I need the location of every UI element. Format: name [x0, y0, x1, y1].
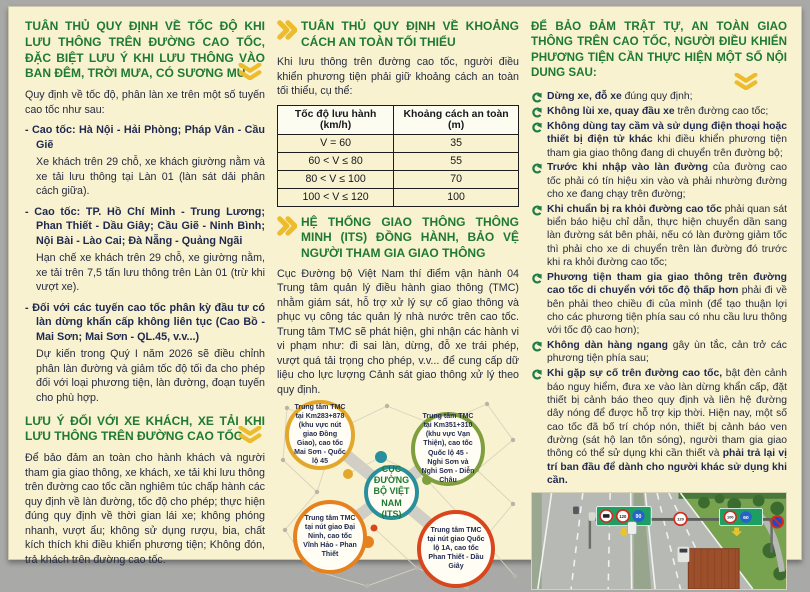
no-stopping-sign [771, 516, 783, 528]
column-driver-duties [531, 19, 787, 592]
route-note: Hạn chế xe khách trên 29 chỗ, xe giường nằm, xe tải trên 7,5 tấn lưu thông trên Làn 01 (trừ khi vượt xe). [36, 252, 265, 294]
route-note: Xe khách trên 29 chỗ, xe khách giường nằm và xe tải lưu thông tại Làn 01 (làn sát dải phân cách giữa). [36, 156, 265, 198]
accent-dot-red [371, 524, 378, 531]
table-row [278, 188, 519, 206]
item-lead: Không lùi xe, quay đầu xe [547, 106, 675, 118]
safe-distance-table [277, 105, 519, 207]
item-rest: phải quan sát biển báo hiệu chỉ dẫn, thực hiện chuyển dần sang làn đường sát bên phải, nếu có làn đường giảm tốc thì phải cho xe di chuyển trên làn đường đó trước khi ra khỏi đường cao tốc; [547, 203, 787, 269]
leaflet-page [8, 6, 802, 571]
table-header-speed: Tốc độ lưu hành (km/h) [278, 105, 394, 134]
speed-limit-120-sign: 120 [619, 514, 627, 519]
item-rest: gây ùn tắc, cản trở các phương tiện phía sau; [547, 340, 787, 365]
table-header-distance: Khoảng cách an toàn (m) [394, 105, 519, 134]
list-item [531, 105, 787, 118]
its-body: Cục Đường bộ Việt Nam thí điểm vận hành 04 Trung tâm quản lý điều hành giao thông (TMC) nhằm giám sát, hỗ trợ xử lý sự cố giao thông và phục vụ công tác quản lý nhà nước trên cao tốc. Trung tâm TMC sẽ phát hiện, ghi nhận các hành vi vi phạm như: đi sai làn, dừng, đỗ xe trái phép, vượt quá tải trọng cho phép, v.v... để cung cấp dữ liệu cho lực lượng Cảnh sát giao thông xử lý theo quy định. [277, 267, 519, 396]
list-item [531, 339, 787, 366]
column-speed-rules [25, 19, 265, 592]
item-lead: Không dàn hàng ngang [547, 340, 668, 352]
double-chevron-right-icon [277, 20, 301, 45]
trucks-buses-body: Để bảo đảm an toàn cho hành khách và người tham gia giao thông, xe khách, xe tải khi lưu thông trên đường cao tốc cần nghiêm túc chấp hành các quy định về làn đường, tốc độ cho phép; thực hiện đúng quy định về thời gian lái xe; không phóng nhanh, vượt ẩu; không sử dụng rượu, bia, chất kích thích khi điều khiển phương tiện; Không đón, trả khách trên đường cao tốc. [25, 452, 265, 566]
section-heading-speed [25, 19, 265, 82]
section-heading-duties [531, 19, 787, 80]
list-item [531, 203, 787, 270]
circular-arrow-bullet-icon [531, 122, 542, 137]
white-car [589, 512, 596, 521]
tmc-node-quoc-lo-1a: Trung tâm TMC tại nút giao Quốc lộ 1A, cao tốc Phan Thiết - Dầu Giây [417, 510, 495, 588]
cell-speed: 80 < V ≤ 100 [278, 170, 394, 188]
heading-text: LƯU Ý ĐỐI VỚI XE KHÁCH, XE TẢI KHI LƯU THÔNG TRÊN ĐƯỜNG CAO TỐC [25, 413, 265, 444]
column-safe-distance-its [277, 19, 519, 592]
item-rest: trên đường cao tốc; [674, 106, 769, 118]
list-item [531, 367, 787, 487]
circular-arrow-bullet-icon [531, 205, 542, 220]
cell-distance: 70 [394, 170, 519, 188]
table-row [278, 152, 519, 170]
speed-limit-120-sign: 120 [677, 516, 684, 522]
circular-arrow-bullet-icon [531, 273, 542, 288]
circular-arrow-bullet-icon [531, 341, 542, 356]
item-lead: Khi chuẩn bị ra khỏi đường cao tốc [547, 203, 722, 215]
tmc-network-diagram [277, 400, 519, 592]
heading-text: TUÂN THỦ QUY ĐỊNH VỀ TỐC ĐỘ KHI LƯU THÔNG TRÊN ĐƯỜNG CAO TỐC, ĐẶC BIỆT LƯU Ý KHI LƯU THÔNG VÀO BAN ĐÊM, TRỜI MƯA, CÓ SƯƠNG MÙ [25, 19, 265, 81]
item-rest: khi điều khiển phương tiện tham gia giao thông đang di chuyển trên đường bộ; [547, 134, 788, 159]
duties-list [531, 90, 787, 487]
item-lead: Phương tiện tham gia giao thông trên đường cao tốc di chuyển với tốc độ thấp hơn [547, 271, 787, 297]
speed-limit-100-sign: 100 [727, 514, 734, 520]
route-lead: - Cao tốc: Hà Nội - Hải Phòng; Pháp Vân - Cầu Giẽ [25, 124, 265, 151]
item-lead: Khi gặp sự cố trên đường cao tốc, [547, 368, 723, 380]
minimum-speed-60-sign: 60 [743, 515, 749, 522]
section-heading-trucks-buses [25, 414, 265, 446]
route-lead: - Cao tốc: TP. Hồ Chí Minh - Trung Lương; Phan Thiết - Dầu Giây; Cầu Giẽ - Ninh Bình; Nội Bài - Lào Cai; Đà Nẵng - Quảng Ngãi [25, 205, 265, 247]
section-heading-its [277, 215, 519, 262]
minimum-speed-90-sign: 90 [635, 514, 642, 521]
accent-dot-teal [375, 451, 387, 463]
route-lead: - Đối với các tuyến cao tốc phân kỳ đầu tư có làn dừng khẩn cấp không liên tục (Cao Bồ - Mai Sơn; Mai Sơn - QL.45, v.v...) [25, 301, 265, 343]
circular-arrow-bullet-icon [531, 369, 542, 384]
section-heading-distance [277, 19, 519, 50]
item-rest: của đường cao tốc phải có tín hiệu xin vào và phải nhường đường cho xe đang chạy trên đường; [547, 162, 787, 200]
list-item [531, 161, 787, 201]
cell-speed: V = 60 [278, 134, 394, 152]
cell-distance: 100 [394, 188, 519, 206]
tmc-node-dai-ninh: Trung tâm TMC tại nút giao Đại Ninh, cao tốc Vĩnh Hảo - Phan Thiết [293, 500, 367, 574]
tmc-node-dong-giao: Trung tâm TMC tại Km283+878 (khu vực nút giao Đồng Giao), cao tốc Mai Sơn - Quốc lộ 45 [285, 400, 355, 470]
highway-photo [531, 492, 787, 590]
list-item [531, 90, 787, 103]
heading-text: TUÂN THỦ QUY ĐỊNH VỀ KHOẢNG CÁCH AN TOÀN TỐI THIỂU [301, 19, 519, 49]
cell-speed: 100 < V ≤ 120 [278, 188, 394, 206]
list-item [531, 271, 787, 338]
double-chevron-right-icon [277, 216, 301, 241]
item-rest: bật đèn cảnh báo nguy hiểm, đưa xe vào làn dừng khẩn cấp, đặt thiết bị cảnh báo theo quy định và liên hệ đường dây nóng để được hỗ trợ kịp thời. Hiện nay, một số cao tốc đã bố trí chóp nón, thiết bị cảnh báo ven đường (sát hộ lan tôn sóng), người tham gia giao thông có thể sử dụng khi cần thiết và [547, 368, 787, 460]
chevron-down-icon [237, 63, 263, 85]
heading-text: HỆ THỐNG GIAO THÔNG THÔNG MINH (ITS) ĐỒNG HÀNH, BẢO VỆ NGƯỜI THAM GIA GIAO THÔNG [301, 214, 519, 261]
accent-dot-yellow [343, 469, 353, 479]
white-van [628, 522, 637, 534]
speed-intro: Quy định về tốc độ, phân làn xe trên một số tuyến cao tốc như sau: [25, 89, 265, 116]
chevron-down-icon [237, 426, 263, 448]
cell-distance: 35 [394, 134, 519, 152]
circular-arrow-bullet-icon [531, 163, 542, 178]
cell-distance: 55 [394, 152, 519, 170]
item-lead: Dừng xe, đỗ xe [547, 91, 622, 103]
item-rest: đúng quy định; [621, 91, 693, 103]
tmc-node-van-thien: Trung tâm TMC tại Km351+310 (khu vực Vạn Thiện), cao tốc Quốc lộ 45 - Nghi Sơn và Nghi Sơn - Diễn Châu [411, 412, 485, 486]
route-note: Dự kiến trong Quý I năm 2026 sẽ điều chỉnh phân làn đường và giảm tốc độ tối đa cho phép đối với loại phương tiện, làn đường, đoạn tuyến cho phù hợp. [36, 348, 265, 404]
tmc-node-center-cuc-duong-bo: CỤC ĐƯỜNG BỘ VIỆT NAM (ITS) [364, 465, 419, 520]
item-bold-end: phải trả lại vị trí ban đầu để dành cho người khác sử dụng khi cần. [547, 448, 787, 486]
distance-intro: Khi lưu thông trên đường cao tốc, người điều khiển phương tiện phải giữ khoảng cách an toàn tối thiểu, cụ thể: [277, 56, 519, 98]
cell-speed: 60 < V ≤ 80 [278, 152, 394, 170]
no-truck-sign-glyph [603, 514, 610, 518]
table-row [278, 170, 519, 188]
list-item [531, 120, 787, 160]
dark-car [573, 507, 579, 515]
heading-text: ĐỂ BẢO ĐẢM TRẬT TỰ, AN TOÀN GIAO THÔNG TRÊN CAO TỐC, NGƯỜI ĐIỀU KHIỂN PHƯƠNG TIỆN CẦN THỰC HIỆN MỘT SỐ NỘI DUNG SAU: [531, 20, 787, 79]
table-row [278, 134, 519, 152]
item-rest: phải đi về bên phải theo chiều đi của mình (để tạo thuận lợi cho các phương tiện phía sau có nhu cầu lưu thông với tốc độ cao hơn); [547, 285, 787, 337]
item-lead: Không dùng tay cầm và sử dụng điện thoại hoặc thiết bị điện tử khác [547, 120, 787, 146]
item-lead: Trước khi nhập vào làn đường [547, 162, 709, 174]
gantry-sign-middle [674, 513, 687, 525]
